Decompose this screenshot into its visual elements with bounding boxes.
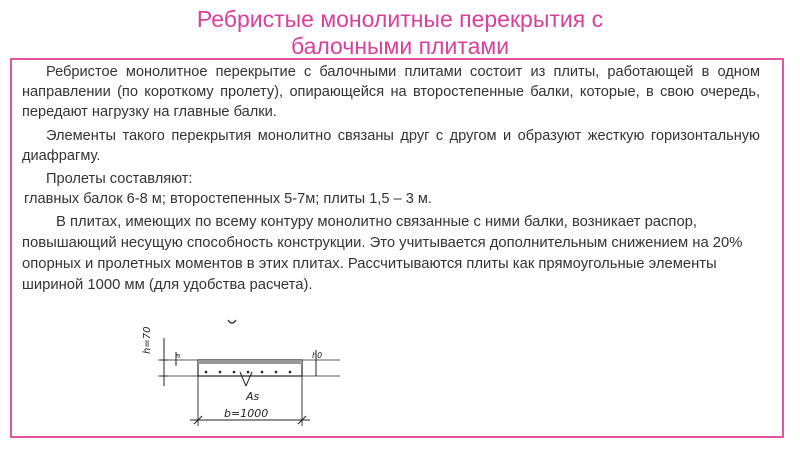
caption-mark: [228, 320, 236, 323]
paragraph-thrust-text: В плитах, имеющих по всему контуру монолитно связанные с ними балки, возникает распор, повышающий несущую способность конструкции. Это учитывается дополнительным снижением на 20% опорных и пролетных моментов в этих плитах. Рассчитываются плиты как прямоугольные элементы шириной 1000 мм (для удобства расчета).: [22, 214, 743, 293]
slab-hatching: [198, 360, 302, 364]
paragraph-structure: Ребристое монолитное перекрытие с балочными плитами состоит из плиты, работающей в одном направлении (по короткому пролету), опирающейся на второстепенные балки, которые, в свою очередь, передают нагрузку на главные балки.: [22, 64, 760, 120]
slide-title-line-2: балочными плитами: [290, 33, 510, 59]
cover-label: a: [174, 353, 182, 358]
content-body: [22, 62, 760, 296]
paragraph-spans-values: главных балок 6-8 м; второстепенных 5-7м; плиты 1,5 – 3 м.: [24, 191, 432, 207]
slab-section-drawing: [140, 318, 340, 436]
paragraph-spans-heading: Пролеты составляют:: [46, 171, 193, 187]
width-label: b=1000: [224, 407, 269, 420]
slide-title-line-1: Ребристые монолитные перекрытия с: [196, 6, 604, 32]
paragraph-diaphragm: Элементы такого перекрытия монолитно связаны друг с другом и образуют жесткую горизонтальную диафрагму.: [22, 128, 760, 164]
height-label: h=70: [142, 326, 153, 354]
slab-cross-section-figure: [140, 318, 340, 436]
slide-title: [0, 6, 800, 60]
rebar-area-label: As: [246, 390, 260, 403]
effective-depth-label: h0: [312, 351, 323, 360]
paragraph-thrust: [22, 212, 760, 296]
